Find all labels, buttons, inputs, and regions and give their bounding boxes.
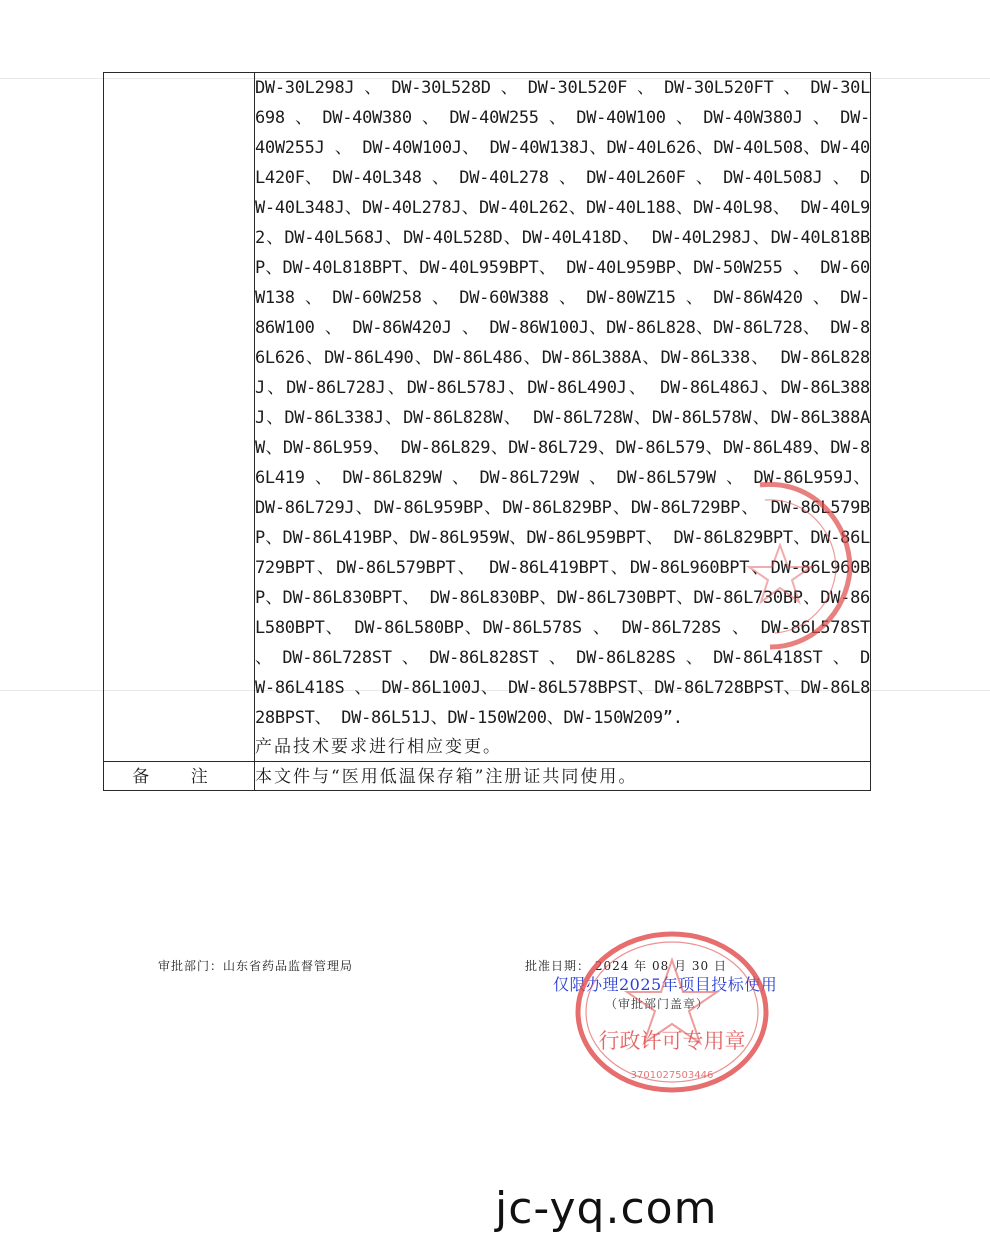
registration-change-table: [103, 72, 871, 791]
approval-department: 审批部门：山东省药品监督管理局: [158, 959, 354, 973]
partial-seal-icon: [720, 475, 870, 655]
seal-text: 行政许可专用章: [598, 1029, 746, 1053]
table-row: [104, 762, 871, 791]
approval-date: 批准日期： 2024 年 08 月 30 日: [525, 959, 727, 973]
model-list: DW-30L298J 、 DW-30L528D 、 DW-30L520F 、 DW-30L520FT 、 DW-30L698 、 DW-40W380 、 DW-40W255 、 DW-40W100 、 DW-40W380J 、 DW-40W255J 、 DW-40W100J、 DW-40W138J、DW-40L626、DW-40L508、DW-40L420F、 DW-40L348 、 DW-40L278 、 DW-40L260F 、 DW-40L508J 、 DW-40L348J、DW-40L278J、DW-40L262、DW-40L188、DW-40L98、 DW-40L92、DW-40L568J、DW-40L528D、DW-40L418D、 DW-40L298J、DW-40L818BP、DW-40L818BPT、DW-40L959BPT、 DW-40L959BP、DW-50W255 、 DW-60W138 、 DW-60W258 、 DW-60W388 、 DW-80WZ15 、 DW-86W420 、 DW-86W100 、 DW-86W420J 、 DW-86W100J、DW-86L828、DW-86L728、 DW-86L626、DW-86L490、DW-86L486、DW-86L388A、DW-86L338、 DW-86L828J、DW-86L728J、DW-86L578J、DW-86L490J、 DW-86L486J、DW-86L388J、DW-86L338J、DW-86L828W、 DW-86L728W、DW-86L578W、DW-86L388AW、DW-86L959、 DW-86L829、DW-86L729、DW-86L579、DW-86L489、DW-86L419 、 DW-86L829W 、 DW-86L729W 、 DW-86L579W 、 DW-86L959J、 DW-86L729J、DW-86L959BP、DW-86L829BP、DW-86L729BP、 DW-86L579BP、DW-86L419BP、DW-86L959W、DW-86L959BPT、 DW-86L829BPT、DW-86L729BPT、DW-86L579BPT、 DW-86L419BPT、DW-86L960BPT、DW-86L960BP、DW-86L830BPT、 DW-86L830BP、DW-86L730BPT、DW-86L730BP、DW-86L580BPT、 DW-86L580BP、DW-86L578S 、 DW-86L728S 、 DW-86L578ST 、 DW-86L728ST 、 DW-86L828ST 、 DW-86L828S 、 DW-86L418ST 、 DW-86L418S 、 DW-86L100J、 DW-86L578BPST、DW-86L728BPST、DW-86L828BPST、 DW-86L51J、DW-150W200、DW-150W209”.: [255, 78, 870, 728]
site-watermark: jc-yq.com: [495, 1183, 718, 1234]
remarks-text: 本文件与“医用低温保存箱”注册证共同使用。: [255, 762, 871, 791]
watermark-note: 仅限办理2025年项目投标使用: [553, 975, 778, 994]
official-seal-icon: [572, 930, 772, 1095]
content-cell: [255, 73, 871, 762]
remarks-label: 备 注: [104, 762, 255, 791]
change-statement: 产品技术要求进行相应变更。: [255, 737, 502, 757]
seal-code: 3701027503446: [630, 1070, 714, 1081]
table-row: [104, 73, 871, 762]
seal-note: （审批部门盖章）: [605, 997, 710, 1011]
empty-label-cell: [104, 73, 255, 762]
